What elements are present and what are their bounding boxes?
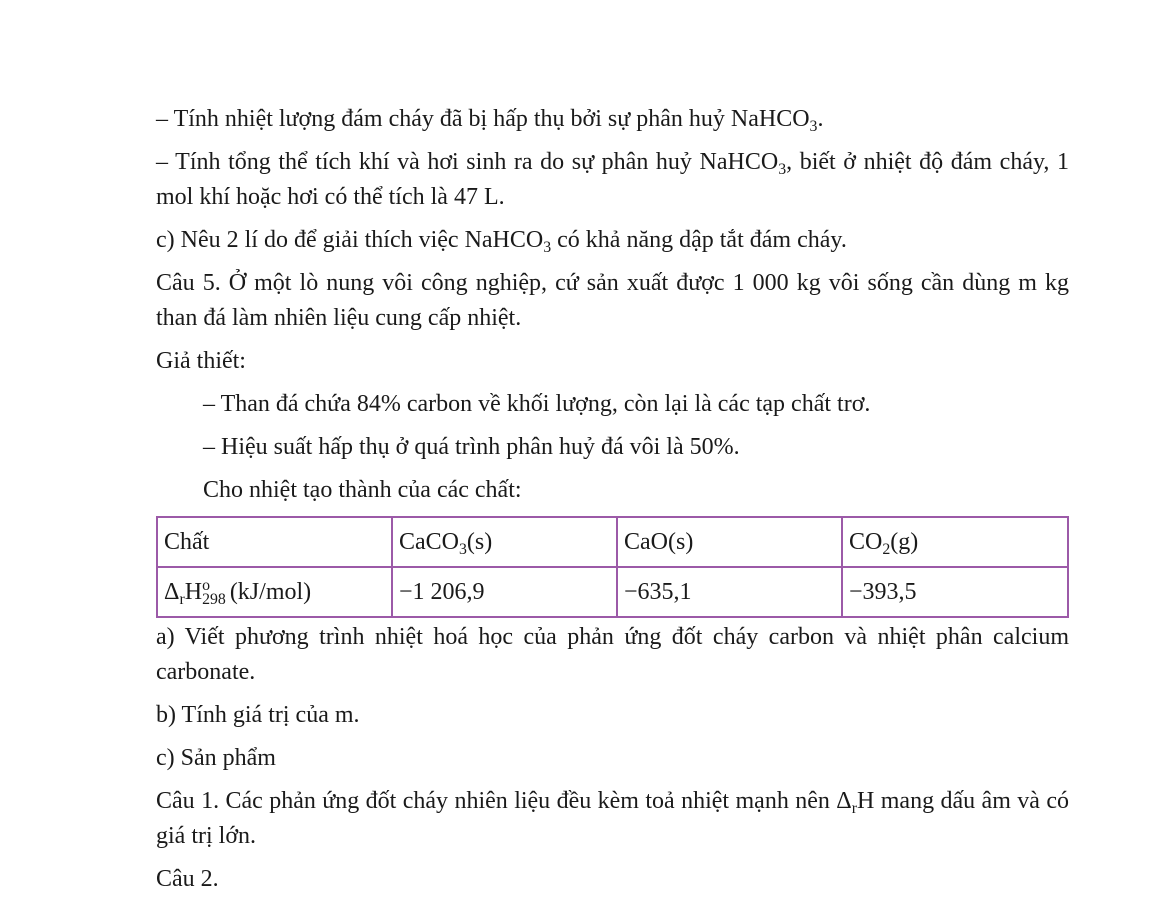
question-b: b) Tính giá trị của m.: [156, 702, 360, 728]
table-row: [157, 567, 1068, 617]
table-cell-co2: $CO_2(g)$: [842, 517, 1068, 567]
table-cell-substance-header: Chất: [157, 517, 392, 567]
question-5: Câu 5. Ở một lò nung vôi công nghiệp, cứ sản xuất được 1 000 kg vôi sống cần dùng m kg than đá làm nhiên liệu cung cấp nhiệt.: [156, 270, 1069, 331]
formation-heat-table: [156, 516, 1069, 618]
question-c-reasons: c) Nêu 2 lí do để giải thích việc NaHCO$_3$ có khả năng dập tắt đám cháy.: [156, 227, 847, 257]
question-a: a) Viết phương trình nhiệt hoá học của phản ứng đốt cháy carbon và nhiệt phân calcium carbonate.: [156, 624, 1069, 685]
assumptions-heading: Giả thiết:: [156, 348, 246, 374]
assumption-efficiency: – Hiệu suất hấp thụ ở quá trình phân huỷ đá vôi là 50%.: [203, 434, 740, 460]
answer-2: Câu 2.: [156, 866, 219, 892]
assumption-carbon: – Than đá chứa 84% carbon về khối lượng, còn lại là các tạp chất trơ.: [203, 391, 871, 417]
table-cell-co2-value: −393,5: [842, 567, 1068, 617]
document-page: [156, 102, 1069, 905]
table-cell-caco3: CaCO$_3$(s): [392, 517, 617, 567]
answer-1: Câu 1. Các phản ứng đốt cháy nhiên liệu đều kèm toả nhiệt mạnh nên $\Delta_rH$ mang dấu âm và có giá trị lớn.: [156, 788, 1069, 849]
line-gas-volume: – Tính tổng thể tích khí và hơi sinh ra do sự phân huỷ NaHCO$_3$, biết ở nhiệt độ đám cháy, 1 mol khí hoặc hơi có thể tích là 47 L.: [156, 149, 1070, 210]
table-header-row: [157, 517, 1068, 567]
line-heat-absorbed: – Tính nhiệt lượng đám cháy đã bị hấp thụ bởi sự phân huỷ NaHCO$_3$.: [156, 106, 824, 136]
formation-heat-intro: Cho nhiệt tạo thành của các chất:: [203, 477, 522, 503]
table-cell-enthalpy-label: $\Delta_rH$ o 298 (kJ/mol): [157, 567, 392, 617]
table-cell-caco3-value: −1 206,9: [392, 567, 617, 617]
table-cell-cao-value: −635,1: [617, 567, 842, 617]
question-c-product: c) Sản phẩm: [156, 745, 276, 771]
table-cell-cao: CaO(s): [617, 517, 842, 567]
